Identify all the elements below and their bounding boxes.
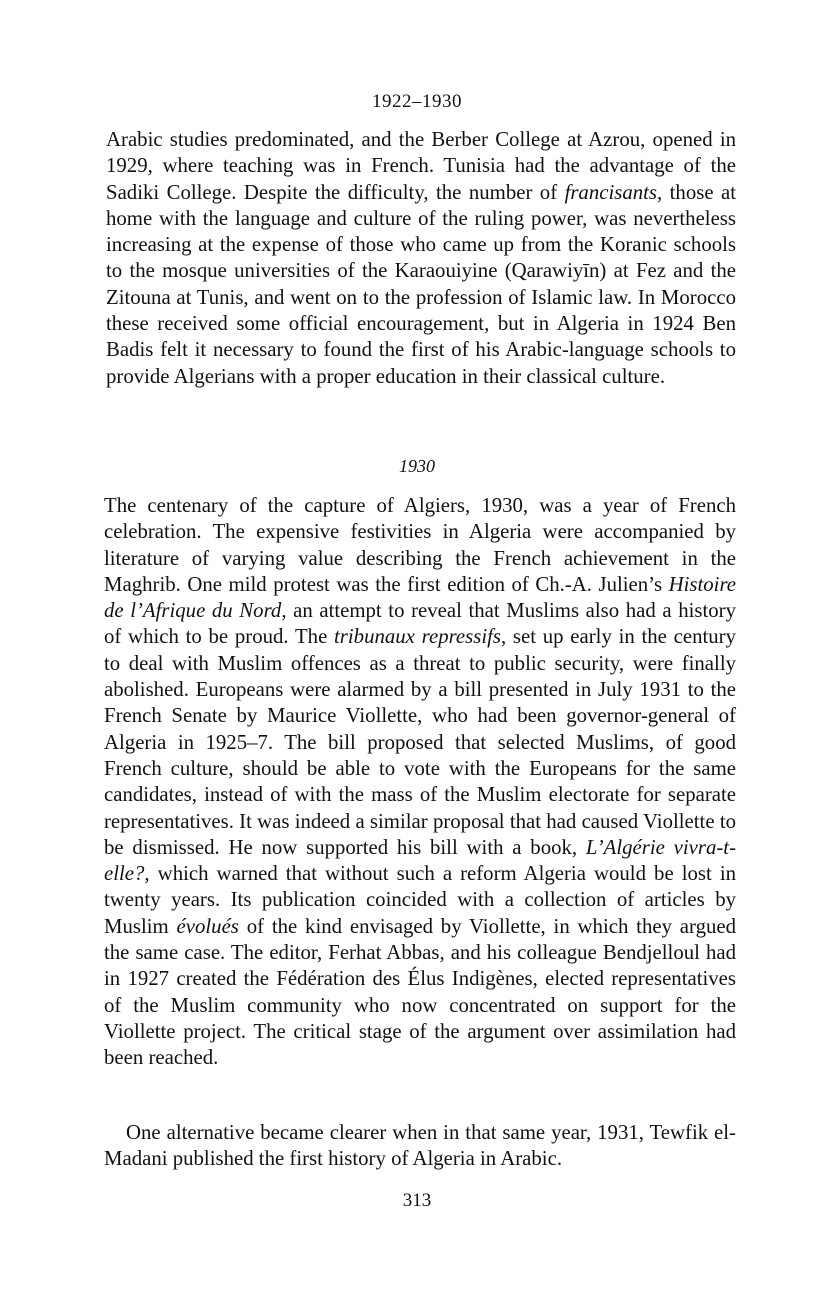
section-heading: 1930 bbox=[399, 456, 435, 476]
body-paragraph-1 bbox=[106, 127, 736, 390]
text-run: One alternative became clearer when in that same year, 1931, Tewfik el-Madani published the first history of Algeria in Arabic. bbox=[104, 1121, 736, 1171]
body-paragraph-3 bbox=[104, 1120, 736, 1173]
italic-phrase: tribunaux repressifs bbox=[334, 625, 501, 649]
text-run: , an attempt to reveal that Muslims also had a history of which to be proud. The bbox=[104, 599, 736, 649]
italic-phrase: francisants bbox=[564, 180, 658, 204]
page-number: 313 bbox=[402, 1190, 432, 1211]
body-paragraph-2 bbox=[104, 493, 736, 1072]
text-run: of the kind envisaged by Viollette, in which they argued the same case. The editor, Ferhat Abbas, and his colleague Bendjelloul had in 1927 created the Fédération des Élus Indigènes, elected representatives of the Muslim community who now concentrated on support for the Viollette project. The critical stage of the argument over assimilation had been reached. bbox=[104, 914, 736, 1070]
text-run: , those at home with the language and culture of the ruling power, was nevertheless increasing at the expense of those who came up from the Koranic schools to the mosque universities of the Karaouiyine (Qarawiyīn) at Fez and the Zitouna at Tunis, and went on to the profession of Islamic law. In Morocco these received some official encouragement, but in Algeria in 1924 Ben Badis felt it necessary to found the first of his Arabic-language schools to provide Algerians with a proper education in their classical culture. bbox=[106, 180, 736, 388]
text-run: The centenary of the capture of Algiers, 1930, was a year of French celebration. The expensive festivities in Algeria were accompanied by literature of varying value describing the French achievement in the Maghrib. One mild protest was the first edition of Ch.-A. Julien’s bbox=[104, 494, 736, 596]
italic-phrase: L’Algérie vivra-t-elle? bbox=[104, 835, 736, 886]
italic-phrase: évolués bbox=[176, 914, 239, 938]
text-run: Arabic studies predominated, and the Berber College at Azrou, opened in 1929, where teaching was in French. Tunisia had the advantage of the Sadiki College. Despite the difficulty, the number of bbox=[106, 128, 736, 204]
text-run: , which warned that without such a reform Algeria would be lost in twenty years. Its publication coincided with a collection of articles by Muslim bbox=[104, 862, 736, 938]
text-run: , set up early in the century to deal with Muslim offences as a threat to public security, were finally abolished. Europeans were alarmed by a bill presented in July 1931 to the French Senate by Maurice Viollette, who had been governor-general of Algeria in 1925–7. The bill proposed that selected Muslims, of good French culture, should be able to vote with the Europeans for the same candidates, instead of with the mass of the Muslim electorate for separate representatives. It was indeed a similar proposal that had caused Viollette to be dismissed. He now supported his bill with a book, bbox=[104, 625, 736, 859]
running-head: 1922–1930 bbox=[372, 91, 462, 112]
italic-phrase: Histoire de l’Afrique du Nord bbox=[104, 572, 736, 623]
